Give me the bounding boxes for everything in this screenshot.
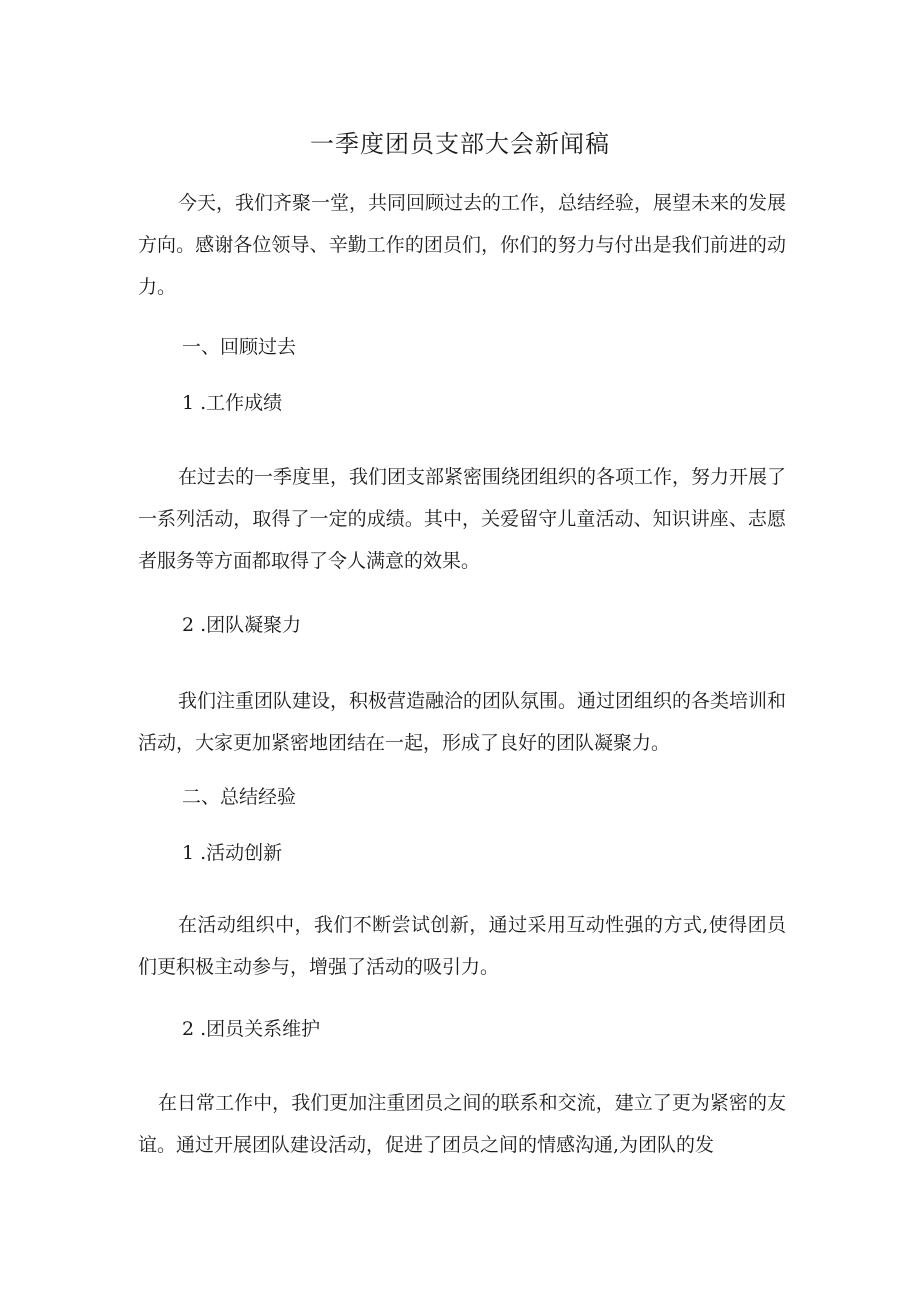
subheading-team-cohesion: 2 .团队凝聚力 (182, 614, 302, 636)
page-title: 一季度团员支部大会新闻稿 (310, 130, 610, 158)
subheading-activity-innovation: 1 .活动创新 (182, 842, 283, 864)
section-heading-summary: 二、总结经验 (182, 786, 297, 808)
intro-paragraph: 今天，我们齐聚一堂，共同回顾过去的工作，总结经验，展望未来的发展方向。感谢各位领导、辛勤工作的团员们，你们的努力与付出是我们前进的动力。 (138, 192, 787, 298)
subheading-member-relations: 2 .团员关系维护 (182, 1018, 321, 1040)
paragraph-activity-innovation: 在活动组织中，我们不断尝试创新，通过采用互动性强的方式,使得团员们更积极主动参与，增强了活动的吸引力。 (138, 914, 786, 978)
section-heading-review: 一、回顾过去 (182, 336, 297, 358)
paragraph-team-cohesion: 我们注重团队建设，积极营造融洽的团队氛围。通过团组织的各类培训和活动，大家更加紧密地团结在一起，形成了良好的团队凝聚力。 (138, 690, 787, 754)
subheading-work-achievements: 1 .工作成绩 (182, 392, 283, 414)
paragraph-member-relations: 在日常工作中，我们更加注重团员之间的联系和交流，建立了更为紧密的友谊。通过开展团队建设活动，促进了团员之间的情感沟通,为团队的发 (138, 1092, 786, 1156)
paragraph-work-achievements: 在过去的一季度里，我们团支部紧密围绕团组织的各项工作，努力开展了一系列活动，取得了一定的成绩。其中，关爱留守儿童活动、知识讲座、志愿者服务等方面都取得了令人满意的效果。 (138, 466, 787, 572)
